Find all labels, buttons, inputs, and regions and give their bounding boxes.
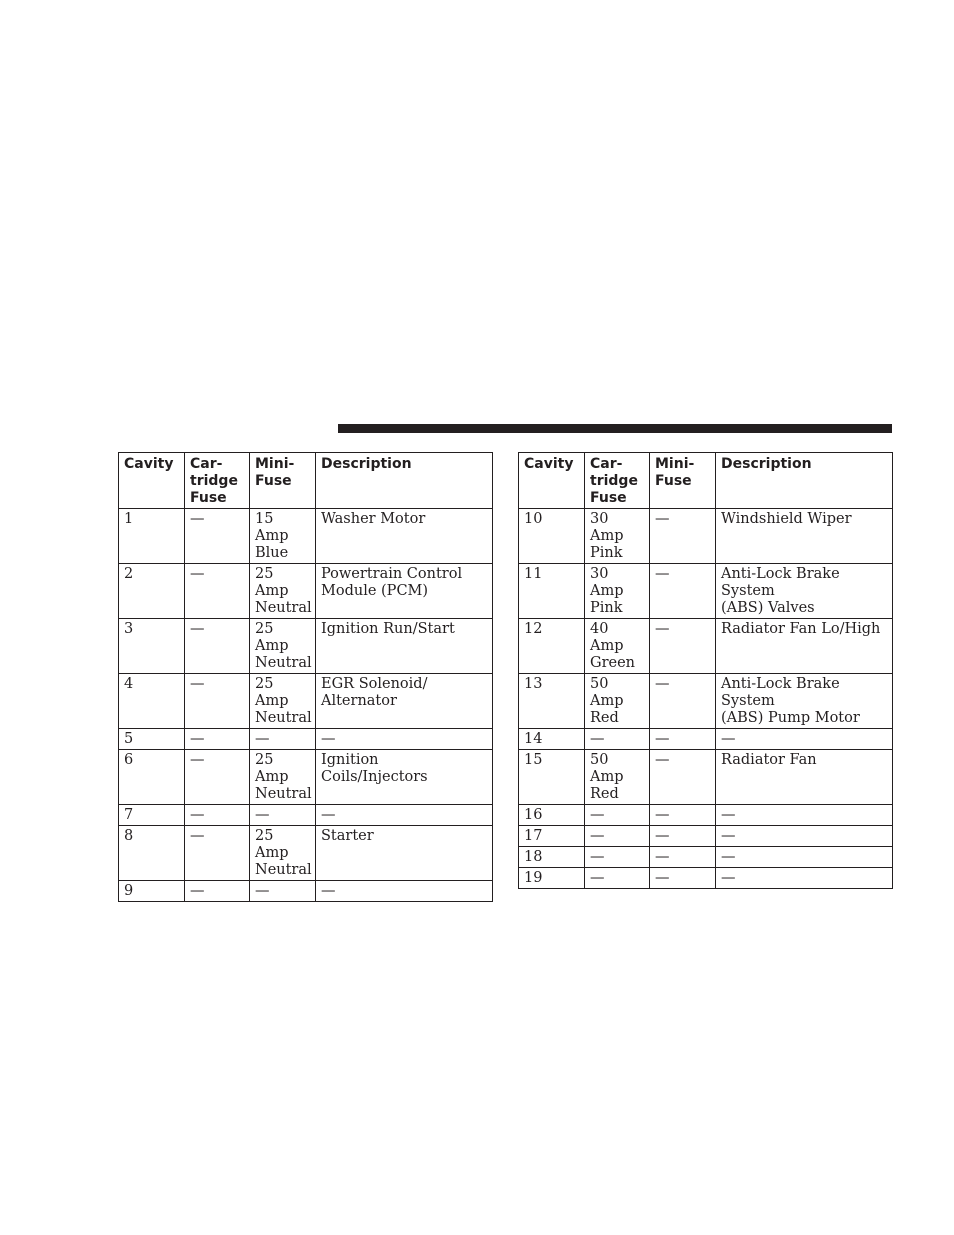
cell-cavity: 11 [519, 564, 585, 619]
cell-mini-fuse: — [650, 868, 716, 889]
cell-description: — [716, 729, 893, 750]
fuse-table-right-body [519, 509, 893, 889]
table-row [119, 805, 493, 826]
cell-description: — [716, 826, 893, 847]
cell-description: Radiator Fan Lo/High [716, 619, 893, 674]
cell-mini-fuse: 25 Amp Neutral [250, 674, 316, 729]
cell-description: EGR Solenoid/ Alternator [316, 674, 493, 729]
cell-description: — [316, 729, 493, 750]
cell-cavity: 9 [119, 881, 185, 902]
cell-cartridge-fuse: 50 Amp Red [585, 750, 650, 805]
table-row [519, 847, 893, 868]
fuse-table-left-body [119, 509, 493, 902]
cell-mini-fuse: — [650, 847, 716, 868]
cell-mini-fuse: — [650, 729, 716, 750]
cell-cartridge-fuse: 50 Amp Red [585, 674, 650, 729]
fuse-table-right [518, 452, 893, 889]
cell-cavity: 14 [519, 729, 585, 750]
cell-mini-fuse: 25 Amp Neutral [250, 826, 316, 881]
header-cartridge-fuse: Car- tridge Fuse [585, 453, 650, 509]
cell-cavity: 18 [519, 847, 585, 868]
cell-description: — [316, 881, 493, 902]
table-header-row [119, 453, 493, 509]
cell-cartridge-fuse: — [185, 564, 250, 619]
cell-cartridge-fuse: — [185, 805, 250, 826]
cell-cartridge-fuse: 30 Amp Pink [585, 509, 650, 564]
cell-cavity: 15 [519, 750, 585, 805]
cell-mini-fuse: 15 Amp Blue [250, 509, 316, 564]
table-row [519, 826, 893, 847]
cell-cavity: 1 [119, 509, 185, 564]
cell-cartridge-fuse: 30 Amp Pink [585, 564, 650, 619]
table-row [119, 729, 493, 750]
cell-description: Ignition Coils/Injectors [316, 750, 493, 805]
cell-cavity: 13 [519, 674, 585, 729]
cell-cavity: 2 [119, 564, 185, 619]
cell-cavity: 17 [519, 826, 585, 847]
cell-cartridge-fuse: — [185, 750, 250, 805]
cell-mini-fuse: — [650, 805, 716, 826]
header-cavity: Cavity [519, 453, 585, 509]
cell-mini-fuse: — [650, 674, 716, 729]
table-row [119, 826, 493, 881]
cell-description: Ignition Run/Start [316, 619, 493, 674]
cell-description: Radiator Fan [716, 750, 893, 805]
cell-cartridge-fuse: — [585, 729, 650, 750]
cell-description: — [716, 805, 893, 826]
header-mini-fuse: Mini- Fuse [250, 453, 316, 509]
cell-cartridge-fuse: — [185, 826, 250, 881]
cell-cartridge-fuse: — [185, 729, 250, 750]
cell-cartridge-fuse: — [585, 847, 650, 868]
cell-cartridge-fuse: — [185, 509, 250, 564]
section-header-rule [338, 424, 892, 433]
header-description: Description [716, 453, 893, 509]
cell-description: Washer Motor [316, 509, 493, 564]
cell-mini-fuse: — [650, 509, 716, 564]
cell-mini-fuse: — [650, 619, 716, 674]
cell-cartridge-fuse: — [585, 826, 650, 847]
fuse-table-left [118, 452, 493, 902]
cell-description: Anti-Lock Brake System (ABS) Pump Motor [716, 674, 893, 729]
table-row [519, 750, 893, 805]
cell-cartridge-fuse: — [585, 805, 650, 826]
cell-mini-fuse: — [250, 805, 316, 826]
cell-description: Windshield Wiper [716, 509, 893, 564]
cell-cavity: 6 [119, 750, 185, 805]
cell-description: — [316, 805, 493, 826]
cell-mini-fuse: — [650, 826, 716, 847]
table-row [119, 509, 493, 564]
cell-mini-fuse: — [250, 729, 316, 750]
cell-cavity: 3 [119, 619, 185, 674]
cell-description: Anti-Lock Brake System (ABS) Valves [716, 564, 893, 619]
cell-cavity: 16 [519, 805, 585, 826]
table-row [519, 729, 893, 750]
table-header-row [519, 453, 893, 509]
cell-cavity: 8 [119, 826, 185, 881]
cell-description: — [716, 868, 893, 889]
table-row [519, 619, 893, 674]
cell-cartridge-fuse: — [585, 868, 650, 889]
table-row [119, 674, 493, 729]
cell-mini-fuse: — [650, 564, 716, 619]
cell-cavity: 5 [119, 729, 185, 750]
cell-cavity: 7 [119, 805, 185, 826]
cell-cartridge-fuse: — [185, 674, 250, 729]
cell-description: Powertrain Control Module (PCM) [316, 564, 493, 619]
table-row [119, 881, 493, 902]
cell-cavity: 4 [119, 674, 185, 729]
table-row [519, 509, 893, 564]
cell-cartridge-fuse: 40 Amp Green [585, 619, 650, 674]
table-row [519, 564, 893, 619]
table-row [119, 750, 493, 805]
cell-mini-fuse: 25 Amp Neutral [250, 619, 316, 674]
cell-cavity: 12 [519, 619, 585, 674]
header-mini-fuse: Mini- Fuse [650, 453, 716, 509]
header-cavity: Cavity [119, 453, 185, 509]
cell-mini-fuse: — [250, 881, 316, 902]
table-row [519, 674, 893, 729]
table-row [519, 805, 893, 826]
cell-description: Starter [316, 826, 493, 881]
cell-mini-fuse: — [650, 750, 716, 805]
table-row [519, 868, 893, 889]
cell-cartridge-fuse: — [185, 881, 250, 902]
cell-description: — [716, 847, 893, 868]
cell-cartridge-fuse: — [185, 619, 250, 674]
cell-mini-fuse: 25 Amp Neutral [250, 564, 316, 619]
cell-cavity: 19 [519, 868, 585, 889]
table-row [119, 619, 493, 674]
table-row [119, 564, 493, 619]
header-description: Description [316, 453, 493, 509]
header-cartridge-fuse: Car- tridge Fuse [185, 453, 250, 509]
cell-cavity: 10 [519, 509, 585, 564]
cell-mini-fuse: 25 Amp Neutral [250, 750, 316, 805]
